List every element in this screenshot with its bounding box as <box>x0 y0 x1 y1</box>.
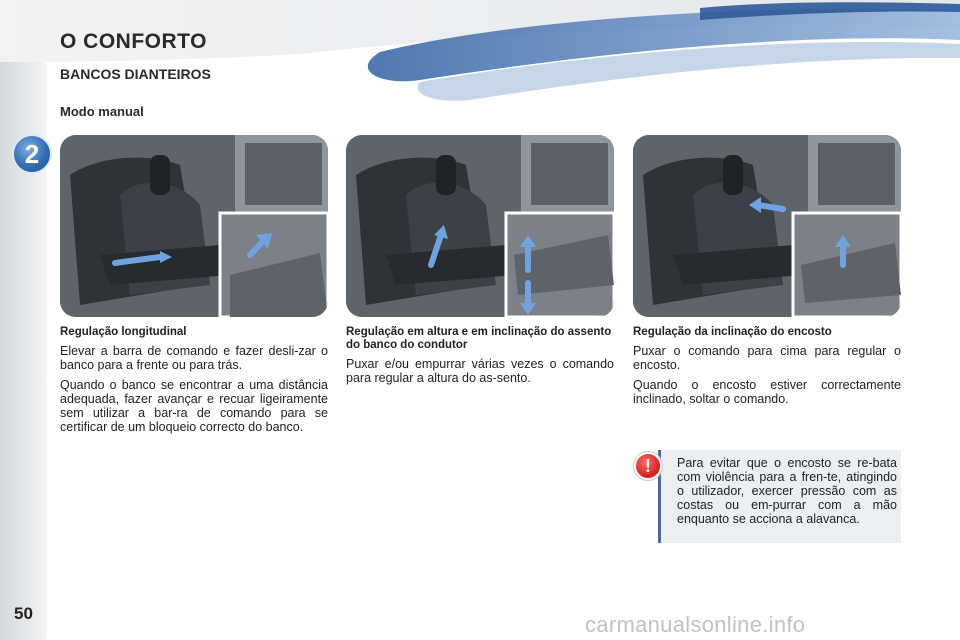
column-heading: Regulação longitudinal <box>60 326 187 338</box>
column-paragraph: Puxar e/ou empurrar várias vezes o comando para regular a altura do as-sento. <box>346 357 614 385</box>
column-paragraph: Puxar o comando para cima para regular o encosto. <box>633 344 901 372</box>
column-height <box>346 326 614 391</box>
column-backrest <box>633 326 901 412</box>
seat-photo-height <box>346 135 614 317</box>
exclamation-icon: ! <box>634 452 662 480</box>
chapter-title: O CONFORTO <box>60 30 207 53</box>
chapter-number-badge: 2 <box>12 134 52 174</box>
page-number: 50 <box>14 604 33 623</box>
subsection-title: Modo manual <box>60 104 144 119</box>
column-paragraph: Quando o encosto estiver correctamente inclinado, soltar o comando. <box>633 378 901 406</box>
watermark: carmanualsonline.info <box>585 612 806 637</box>
header-swoosh <box>0 0 960 120</box>
section-title: BANCOS DIANTEIROS <box>60 66 211 82</box>
seat-photo-backrest <box>633 135 901 317</box>
column-paragraph: Elevar a barra de comando e fazer desli-zar o banco para a frente ou para trás. <box>60 344 328 372</box>
column-paragraph: Quando o banco se encontrar a uma distância adequada, fazer avançar e recuar ligeiramente sem utilizar a bar-ra de comando para se certificar de um bloqueio correcto do banco. <box>60 378 328 434</box>
warning-box <box>658 450 901 543</box>
column-heading: Regulação da inclinação do encosto <box>633 326 832 338</box>
warning-text: Para evitar que o encosto se re-bata com violência para a fren-te, atingindo o utilizador, exercer pressão com as costas ou em-purrar com a mão enquanto se acciona a alavanca. <box>677 456 897 526</box>
column-longitudinal <box>60 326 328 440</box>
seat-photo-longitudinal <box>60 135 328 317</box>
column-heading: Regulação em altura e em inclinação do assento do banco do condutor <box>346 326 612 351</box>
